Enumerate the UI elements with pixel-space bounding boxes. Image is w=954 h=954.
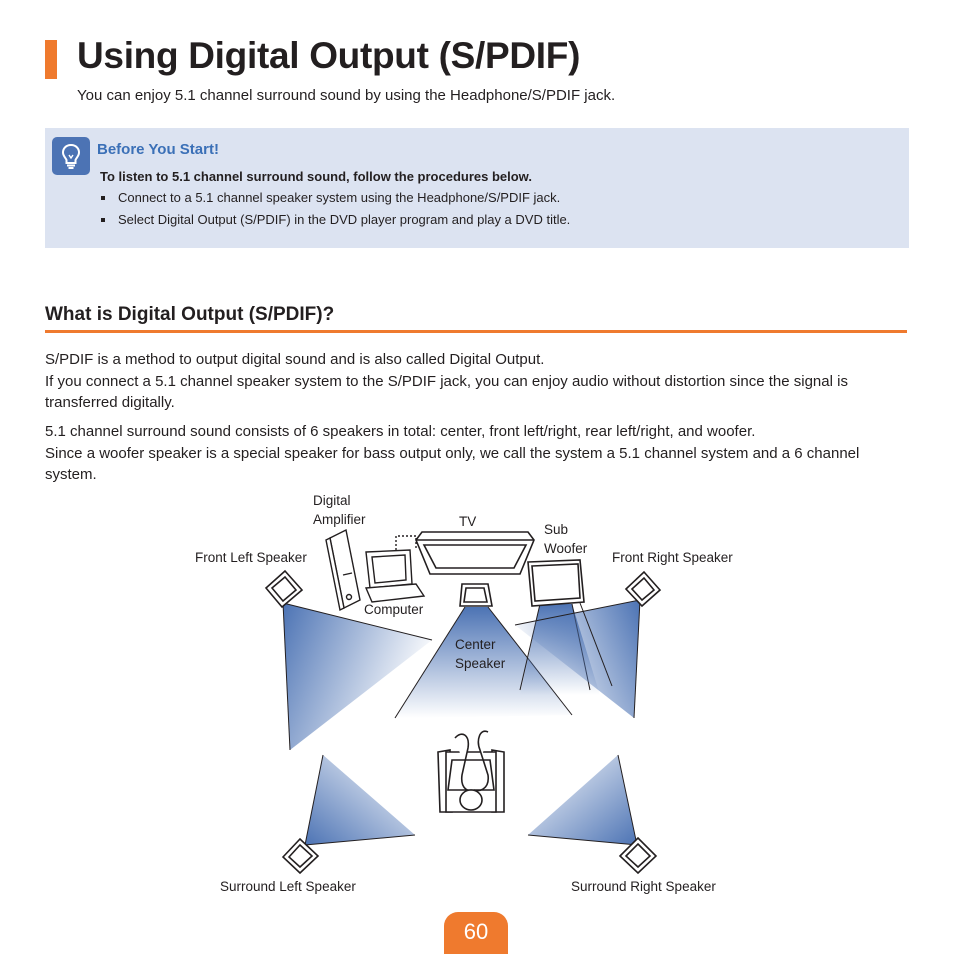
label-line: Woofer xyxy=(544,541,588,556)
front-left-speaker-icon xyxy=(266,571,302,607)
label-line: Digital xyxy=(313,493,351,508)
list-item: Select Digital Output (S/PDIF) in the DVD player program and play a DVD title. xyxy=(100,212,570,234)
page-title: Using Digital Output (S/PDIF) xyxy=(77,35,581,76)
computer-icon xyxy=(366,536,424,602)
sub-woofer-icon xyxy=(528,560,584,606)
listener-icon xyxy=(438,731,504,812)
beam-surround-right xyxy=(528,755,637,845)
paragraph-line: If you connect a 5.1 channel speaker system to the S/PDIF jack, you can enjoy audio without distortion since the signal is transferred digitally. xyxy=(45,372,848,411)
label-center-speaker xyxy=(455,635,505,673)
label-front-left-speaker: Front Left Speaker xyxy=(195,550,307,565)
section-heading: What is Digital Output (S/PDIF)? xyxy=(45,304,335,325)
paragraph-line: 5.1 channel surround sound consists of 6 speakers in total: center, front left/right, rear left/right, and woofer. xyxy=(45,423,756,440)
beam-surround-left xyxy=(305,755,415,845)
label-line: Sub xyxy=(544,522,569,537)
tip-heading: Before You Start! xyxy=(97,141,219,158)
label-line: Center xyxy=(455,637,496,652)
paragraph-line: S/PDIF is a method to output digital sound and is also called Digital Output. xyxy=(45,351,545,368)
label-computer: Computer xyxy=(364,602,424,617)
list-item: Connect to a 5.1 channel speaker system using the Headphone/S/PDIF jack. xyxy=(100,190,570,212)
label-surround-right-speaker: Surround Right Speaker xyxy=(571,879,716,894)
label-tv: TV xyxy=(459,514,477,529)
page-subtitle: You can enjoy 5.1 channel surround sound by using the Headphone/S/PDIF jack. xyxy=(77,87,616,104)
label-front-right-speaker: Front Right Speaker xyxy=(612,550,733,565)
label-sub-woofer xyxy=(544,520,587,558)
tv-icon xyxy=(416,532,534,574)
tip-lead: To listen to 5.1 channel surround sound, follow the procedures below. xyxy=(100,169,532,184)
page-number: 60 xyxy=(463,919,489,944)
label-line: Amplifier xyxy=(313,512,366,527)
front-right-speaker-icon xyxy=(626,572,660,606)
digital-amplifier-icon xyxy=(326,530,360,610)
label-surround-left-speaker: Surround Left Speaker xyxy=(220,879,356,894)
paragraph-line: Since a woofer speaker is a special speaker for bass output only, we call the system a 5.1 channel system and a 6 channel system. xyxy=(45,444,860,483)
beam-front-left xyxy=(283,603,432,750)
label-digital-amplifier xyxy=(313,491,366,529)
label-line: Speaker xyxy=(455,656,506,671)
center-speaker-icon xyxy=(460,584,492,606)
